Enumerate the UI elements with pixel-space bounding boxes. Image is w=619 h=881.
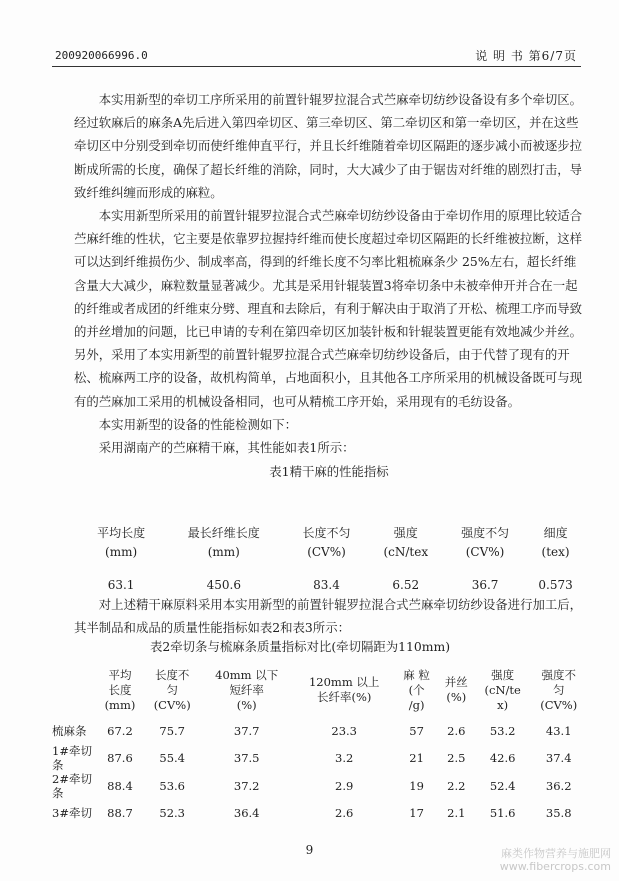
paragraph-2: 本实用新型所采用的前置针辊罗拉混合式苎麻牵切纺纱设备由于牵切作用的原理比较适合苎麻纤维的性状，它主要是依靠罗拉握持纤维而使长度超过牵切区隔距的长纤维被拉断，这样可以达到纤维损伤少、制成率高，得到的纤维长度不匀率比粗梳麻条少 25%左右，超长纤维含量大大减少，麻粒数量显著减少。尤其是采用针辊装置3将牵切条中未被牵伸开并合在一起的纤维或者成团的纤维束分劈、理直和去除后，有利于解决由于取消了开松、梳理工序而导致的并丝增加的问题，比已申请的专利在第四牵切区加装针板和针辊装置更能有效地减少并丝。另外，采用了本实用新型的前置针辊罗拉混合式苎麻牵切纺纱设备后，由于代替了现有的开松、梳麻两工序的设备，故机构简单，占地面积小，且其他各工序所采用的机械设备既可与现有的苎麻加工采用的机械设备相同，也可从精梳工序开始，采用现有的毛纺设备。: [74, 208, 583, 409]
table1-title: 表1精干麻的性能指标: [269, 464, 389, 480]
table1-value: 36.7: [471, 578, 499, 592]
table2-header-cell: [293, 662, 396, 718]
table1-unit: (cN/tex: [383, 545, 429, 559]
table2-header-cell: [530, 662, 587, 718]
watermark-line2: www.fibercrops.com: [499, 860, 611, 873]
table2-header-line: 平均: [108, 667, 132, 682]
paragraph-5: 对上述精干麻原料采用本实用新型的前置针辊罗拉混合式苎麻牵切纺纱设备进行加工后，其半制品和成品的质量性能指标如表2和表3所示：: [74, 597, 583, 636]
table2-value: 42.6: [489, 751, 516, 765]
table2-header-line: x): [497, 697, 509, 712]
table2-value: 23.3: [331, 724, 357, 738]
table2-value: 43.1: [545, 724, 572, 738]
table1-unit-row: [80, 542, 585, 562]
table2-value: 55.4: [159, 751, 185, 765]
table1-header: 强度: [393, 526, 418, 540]
table1-value: 63.1: [107, 578, 135, 592]
table2-value: 2.5: [447, 751, 466, 765]
table2-header-cell: [144, 662, 201, 718]
table2-header-line: (%): [236, 697, 257, 712]
table2-value: 2.6: [335, 806, 354, 820]
table2-row-label-line: 梳麻条: [52, 724, 87, 738]
page-number: 9: [305, 843, 314, 857]
table2-row-label-line: 条: [52, 758, 64, 772]
body-text: [74, 88, 584, 483]
table2-value: 67.2: [107, 724, 133, 738]
table2-header-line: 长度: [108, 682, 132, 697]
table2-title: 表2牵切条与梳麻条质量指标对比(牵切隔距为110mm): [150, 639, 451, 654]
table2-header-line: (CV%): [540, 697, 578, 712]
table1-unit: (mm): [207, 545, 240, 559]
table2-value: 53.6: [159, 779, 185, 793]
table1-header: 平均长度: [97, 526, 146, 540]
table1: [80, 524, 585, 600]
table1-value: 0.573: [538, 578, 573, 592]
table2-value: 52.3: [159, 806, 185, 820]
table2-row-label-line: 2#牵切: [52, 772, 92, 786]
table1-unit: (CV%): [307, 545, 346, 559]
table1-header-row: [80, 524, 585, 542]
table1-header: 细度: [543, 526, 568, 540]
table2-header-line: 并丝: [444, 675, 468, 689]
table2-row-label: [52, 744, 96, 772]
table2-value: 53.2: [489, 724, 516, 738]
watermark-line1: 麻类作物营养与施肥网: [501, 847, 611, 860]
table2-header-line: 长度不: [154, 667, 190, 682]
table2-header-line: 匀: [166, 682, 178, 697]
table2-header-line: (%): [446, 690, 467, 704]
table2-header-line: (cN/te: [484, 682, 521, 697]
table1-header: 最长纤维长度: [187, 526, 260, 540]
table2-value: 35.8: [545, 806, 572, 820]
table1-unit: (CV%): [465, 545, 505, 559]
table2-header-line: 120mm 以上: [308, 675, 380, 689]
table2-header-line: (mm): [104, 697, 136, 712]
header-rule: [52, 66, 581, 67]
table-row: [52, 772, 587, 800]
table2-header-line: 匀: [552, 682, 565, 697]
table2-header-cell: [96, 662, 144, 718]
paragraph-3: 本实用新型的设备的性能检测如下：: [98, 416, 298, 432]
table2-value: 21: [409, 751, 424, 765]
table2-row-label: [52, 800, 96, 826]
body-text-2: [74, 593, 584, 639]
table2-header-cell: [438, 662, 475, 718]
table2-header-line: 强度: [491, 667, 515, 682]
table2-value: 3.2: [335, 751, 354, 765]
table1-value: 83.4: [313, 578, 340, 592]
table2-value: 2.2: [447, 779, 466, 793]
header-section-label: [475, 47, 577, 64]
table1-value: 450.6: [206, 578, 241, 592]
table2: [52, 662, 587, 826]
table2-value: 2.1: [447, 806, 466, 820]
document-number: 200920066996.0: [55, 49, 148, 62]
page-indicator: 第6/7页: [528, 49, 577, 63]
table2-header-line: 麻 粒: [403, 667, 430, 682]
table2-value: 2.6: [447, 724, 466, 738]
table2-header-row: [52, 662, 587, 718]
table2-value: 37.4: [545, 751, 572, 765]
table2-row-label-line: 3#牵切: [52, 806, 92, 820]
table2-body: [52, 718, 587, 826]
table2-header-line: 长纤率(%): [316, 690, 372, 704]
table-row: [52, 800, 587, 826]
table-row: [52, 718, 587, 744]
table2-header-line: (CV%): [153, 697, 191, 712]
table2-value: 57: [409, 724, 424, 738]
table2-header-line: (个: [408, 682, 425, 697]
table1-unit: (tex): [541, 545, 570, 559]
table2-value: 37.7: [233, 724, 260, 738]
section-title: 说 明 书: [475, 49, 524, 63]
table2-row-label: [52, 718, 96, 744]
table2-header-line: 强度不: [541, 667, 576, 682]
table2-value: 36.4: [233, 806, 260, 820]
table2-header-cell: [52, 662, 96, 718]
paragraph-1: 本实用新型的牵切工序所采用的前置针辊罗拉混合式苎麻牵切纺纱设备设有多个牵切区。经过软麻后的麻条A先后进入第四牵切区、第三牵切区、第二牵切区和第一牵切区，并在这些牵切区中分别受到牵切而使纤维伸直平行，并且长纤维随着牵切区隔距的逐步减小而被逐步拉断成所需的长度，确保了超长纤维的消除，同时，大大减少了由于锯齿对纤维的剧烈打击，导致纤维纠缠而形成的麻粒。: [74, 92, 583, 200]
table2-value: 88.7: [107, 806, 133, 820]
paragraph-4: 采用湖南产的苎麻精干麻，其性能如表1所示：: [98, 440, 355, 456]
table1-header: 强度不匀: [461, 526, 510, 540]
table2-header-cell: [475, 662, 531, 718]
table2-value: 88.4: [107, 779, 133, 793]
table2-header-line: 40mm 以下: [215, 667, 279, 682]
table2-row-label-line: 1#牵切: [52, 744, 92, 758]
table2-value: 52.4: [489, 779, 516, 793]
table2-header-cell: [395, 662, 437, 718]
table2-value: 36.2: [545, 779, 572, 793]
table2-header-line: /g): [408, 697, 425, 712]
table2-row-label-line: 条: [52, 786, 64, 800]
table2-row-label: [52, 772, 96, 800]
table2-value: 19: [409, 779, 424, 793]
table2-value: 75.7: [159, 724, 185, 738]
table1-header: 长度不匀: [302, 526, 351, 540]
table1-unit: (mm): [105, 545, 138, 559]
table2-value: 87.6: [107, 751, 133, 765]
table2-value: 51.6: [489, 806, 516, 820]
table2-header-cell: [200, 662, 292, 718]
table2-value: 17: [409, 806, 424, 820]
watermark: [500, 847, 611, 873]
table-row: [52, 744, 587, 772]
table2-header-line: 短纤率: [229, 682, 264, 697]
table2-value: 37.5: [233, 751, 260, 765]
table1-value: 6.52: [392, 578, 420, 592]
table2-value: 2.9: [335, 779, 354, 793]
table2-value: 37.2: [233, 779, 260, 793]
